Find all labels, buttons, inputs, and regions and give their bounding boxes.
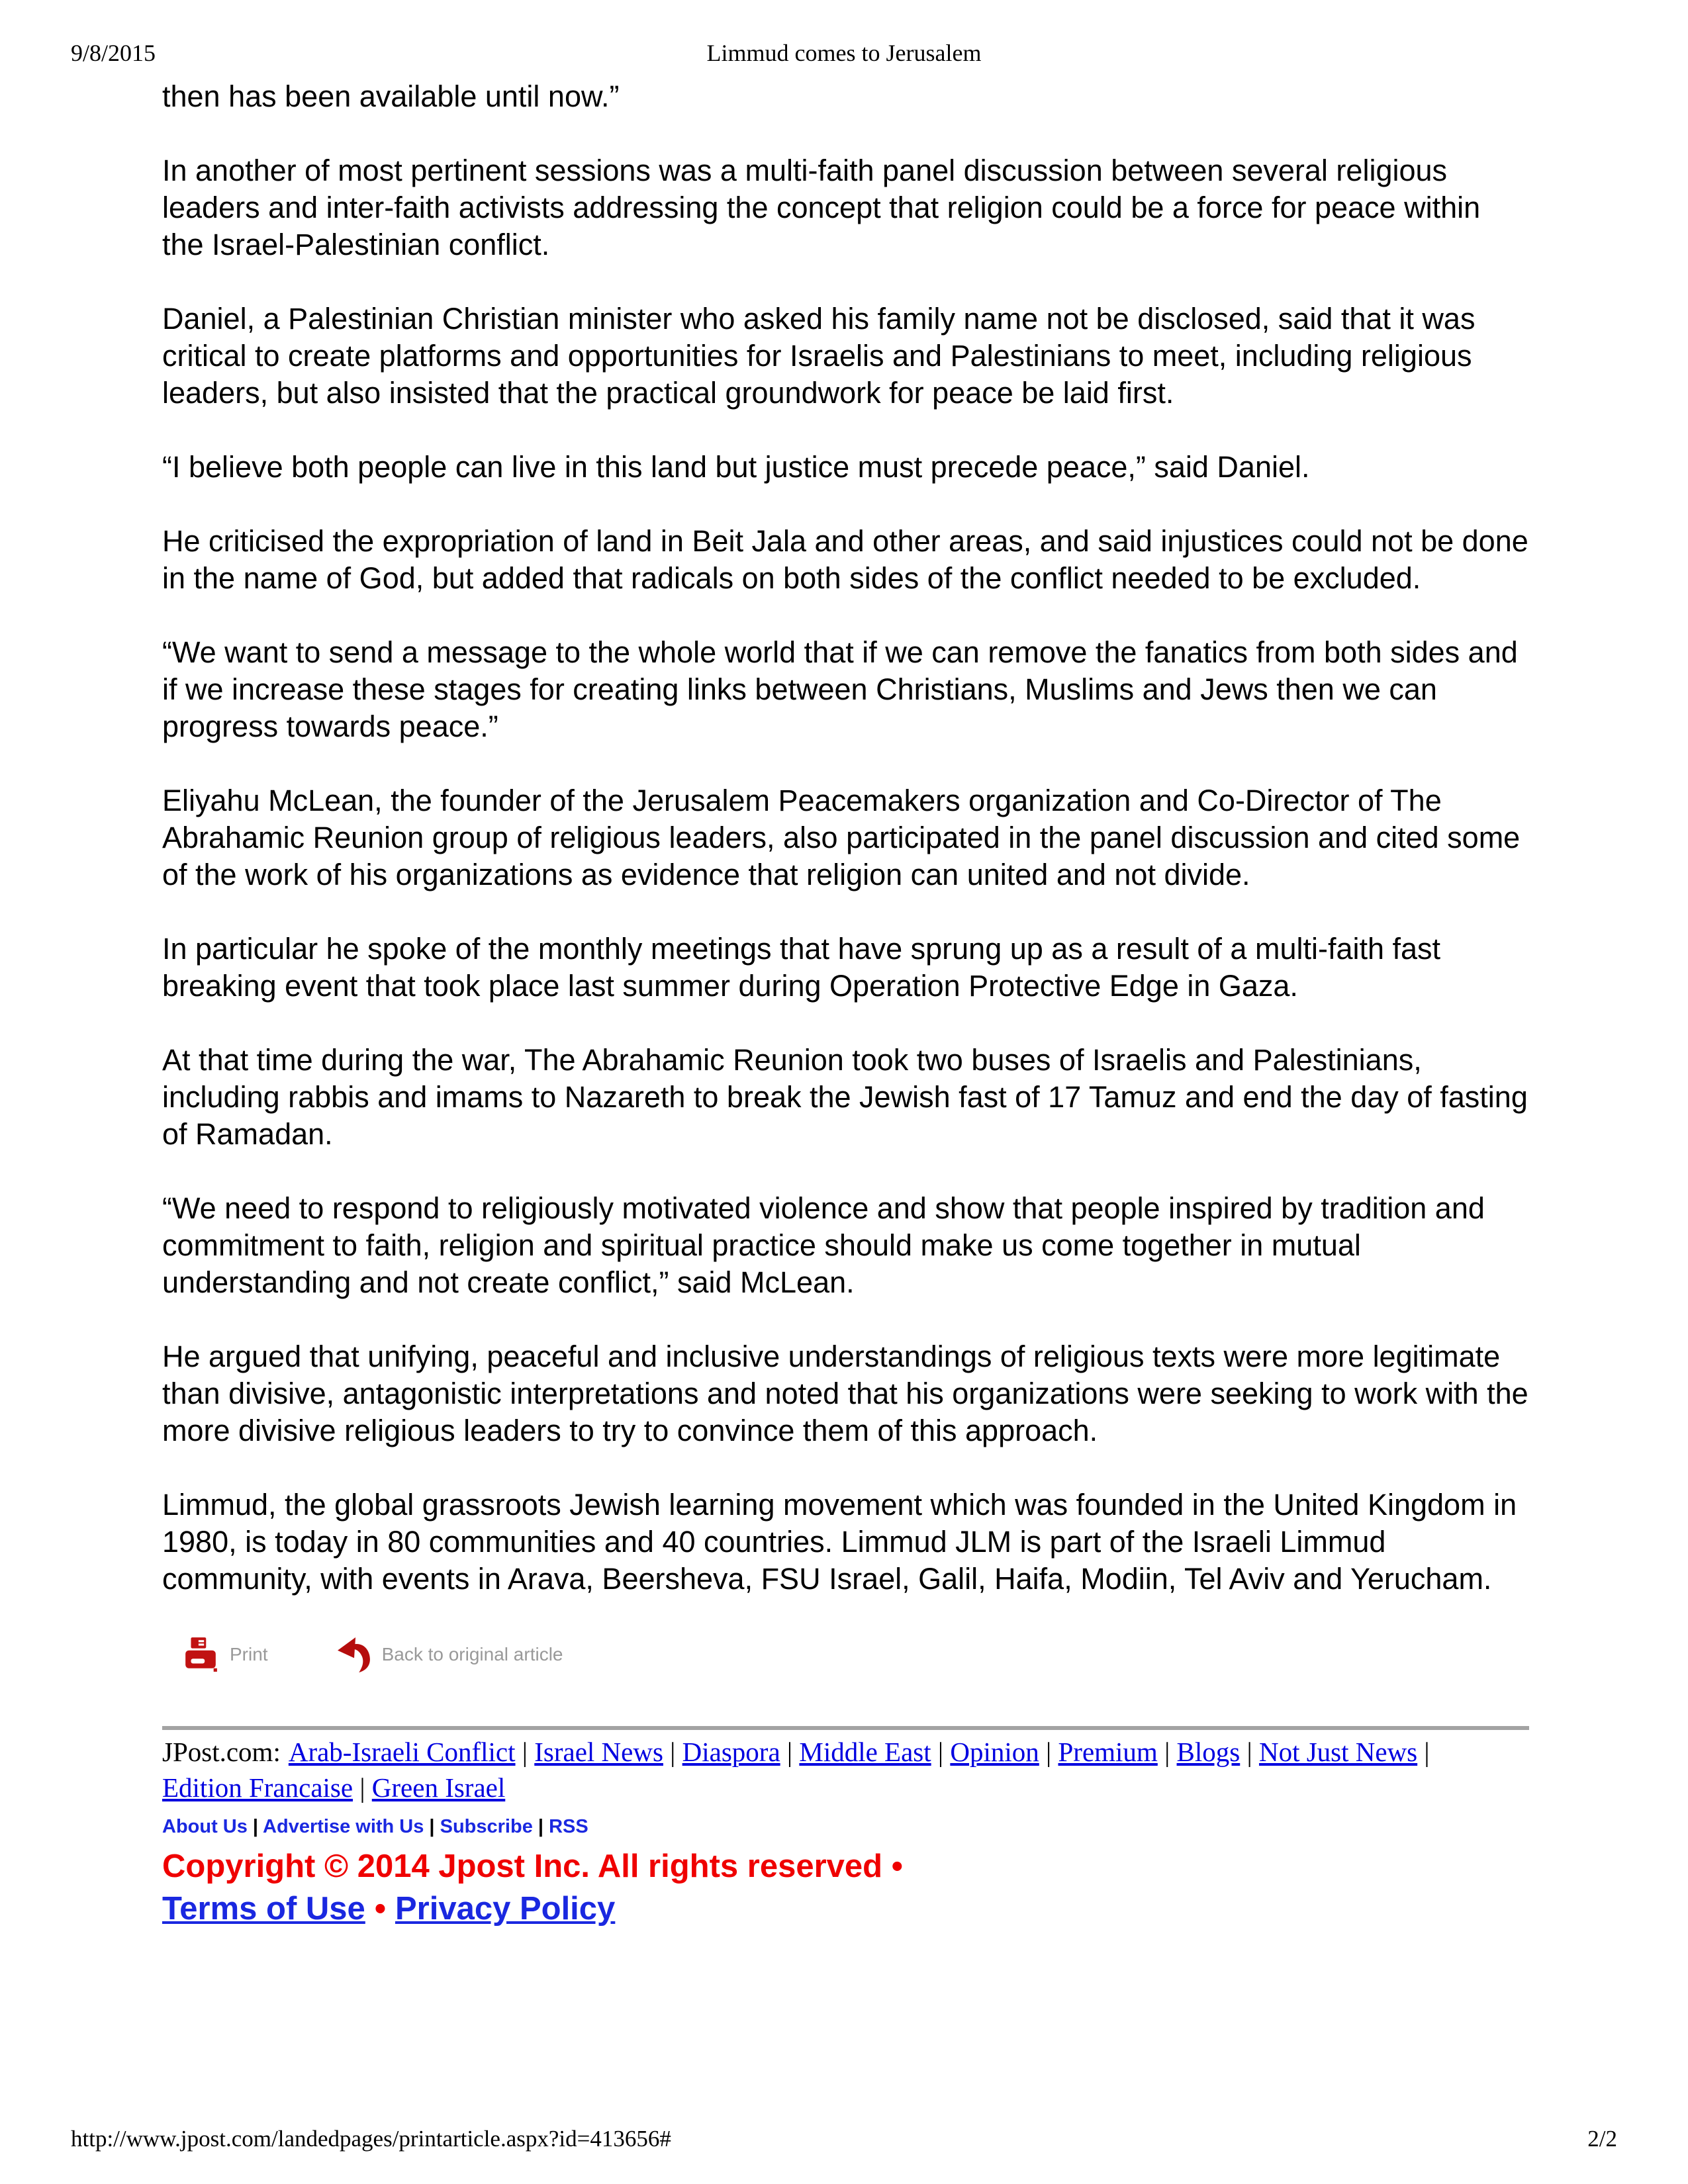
legal-links xyxy=(162,1889,1529,1928)
pipe-separator: | xyxy=(353,1772,372,1803)
about-us-link[interactable]: About Us xyxy=(162,1816,248,1837)
article-paragraph: Limmud, the global grassroots Jewish learning movement which was founded in the United Kingdom in 1980, is today in 80 communities and 40 countries. Limmud JLM is part of the Israeli Limmud community, with events in Arava, Beersheva, FSU Israel, Galil, Haifa, Modiin, Tel Aviv and Yerucham. xyxy=(162,1488,1517,1596)
back-to-article-button[interactable] xyxy=(337,1636,563,1673)
article-paragraph: In particular he spoke of the monthly meetings that have sprung up as a result of a multi-faith fast breaking event that took place last summer during Operation Protective Edge in Gaza. xyxy=(162,932,1441,1003)
arab-israeli-conflict-link[interactable]: Arab-Israeli Conflict xyxy=(288,1737,516,1767)
site-nav-line1 xyxy=(289,1737,1430,1767)
bullet-separator: • xyxy=(374,1891,386,1927)
back-label: Back to original article xyxy=(381,1644,563,1664)
site-nav-line2 xyxy=(162,1772,505,1803)
article-paragraph: He criticised the expropriation of land in Beit Jala and other areas, and said injustices could not be done in the name of God, but added that radicals on both sides of the conflict needed to be excluded. xyxy=(162,524,1528,595)
terms-of-use-link[interactable]: Terms of Use xyxy=(162,1891,365,1927)
premium-link[interactable]: Premium xyxy=(1058,1737,1158,1767)
article-paragraph: then has been available until now.” xyxy=(162,79,620,113)
print-label: Print xyxy=(230,1644,268,1664)
israel-news-link[interactable]: Israel News xyxy=(534,1737,663,1767)
diaspora-link[interactable]: Diaspora xyxy=(682,1737,780,1767)
blogs-link[interactable]: Blogs xyxy=(1176,1737,1241,1767)
advertise-with-us-link[interactable]: Advertise with Us xyxy=(263,1816,424,1837)
page-number: 2/2 xyxy=(1587,2126,1617,2152)
source-url: http://www.jpost.com/landedpages/printarticle.aspx?id=413656# xyxy=(71,2126,671,2152)
edition-francaise-link[interactable]: Edition Francaise xyxy=(162,1772,353,1803)
subscribe-link[interactable]: Subscribe xyxy=(440,1816,533,1837)
document-title: Limmud comes to Jerusalem xyxy=(706,40,982,66)
utility-nav xyxy=(162,1816,1529,1838)
print-button[interactable] xyxy=(182,1636,268,1673)
article-paragraph: Eliyahu McLean, the founder of the Jerusalem Peacemakers organization and Co-Director of The Abrahamic Reunion group of religious leaders, also participated in the panel discussion and cited some of the work of his organizations as evidence that religion can united and not divide. xyxy=(162,784,1521,891)
print-footer xyxy=(71,2124,1617,2154)
article-actions xyxy=(182,1636,1529,1673)
divider xyxy=(162,1726,1529,1730)
article-content xyxy=(162,78,1529,1928)
article-paragraph: At that time during the war, The Abrahamic Reunion took two buses of Israelis and Palestinians, including rabbis and imams to Nazareth to break the Jewish fast of 17 Tamuz and end the day of fasting of Ramadan. xyxy=(162,1043,1528,1151)
article-body xyxy=(162,78,1529,1598)
pipe-separator: | xyxy=(663,1737,682,1767)
middle-east-link[interactable]: Middle East xyxy=(799,1737,931,1767)
article-paragraph: “We want to send a message to the whole world that if we can remove the fanatics from both sides and if we increase these stages for creating links between Christians, Muslims and Jews then we can progress towards peace.” xyxy=(162,635,1518,743)
pipe-separator: | xyxy=(1157,1737,1177,1767)
printer-icon xyxy=(182,1636,219,1673)
pipe-separator: | xyxy=(1039,1737,1058,1767)
article-paragraph: In another of most pertinent sessions was a multi-faith panel discussion between several religious leaders and inter-faith activists addressing the concept that religion could be a force for peace within the Israel-Palestinian conflict. xyxy=(162,154,1481,261)
pipe-separator: | xyxy=(532,1816,549,1837)
article-paragraph: “We need to respond to religiously motivated violence and show that people inspired by tradition and commitment to faith, religion and spiritual practice should make us come together in mutual understanding and not create conflict,” said McLean. xyxy=(162,1191,1485,1299)
privacy-policy-link[interactable]: Privacy Policy xyxy=(395,1891,616,1927)
pipe-separator: | xyxy=(780,1737,800,1767)
pipe-separator: | xyxy=(1417,1737,1430,1767)
print-header xyxy=(71,38,1617,68)
pipe-separator: | xyxy=(424,1816,440,1837)
pipe-separator: | xyxy=(931,1737,951,1767)
pipe-separator: | xyxy=(1240,1737,1259,1767)
not-just-news-link[interactable]: Not Just News xyxy=(1258,1737,1418,1767)
back-arrow-icon xyxy=(337,1636,371,1673)
article-paragraph: Daniel, a Palestinian Christian minister who asked his family name not be disclosed, said that it was critical to create platforms and opportunities for Israelis and Palestinians to meet, including religious leaders, but also insisted that the practical groundwork for peace be laid first. xyxy=(162,302,1476,410)
opinion-link[interactable]: Opinion xyxy=(950,1737,1039,1767)
pipe-separator: | xyxy=(247,1816,263,1837)
article-paragraph: He argued that unifying, peaceful and inclusive understandings of religious texts were more legitimate than divisive, antagonistic interpretations and noted that his organizations were seeking to work with the more divisive religious leaders to try to convince them of this approach. xyxy=(162,1340,1528,1447)
pipe-separator: | xyxy=(515,1737,535,1767)
rss-link[interactable]: RSS xyxy=(549,1816,588,1837)
print-date: 9/8/2015 xyxy=(71,40,156,66)
site-nav xyxy=(162,1734,1529,1805)
green-israel-link[interactable]: Green Israel xyxy=(371,1772,506,1803)
site-nav-prefix: JPost.com: xyxy=(162,1737,281,1767)
copyright-notice: Copyright © 2014 Jpost Inc. All rights reserved • xyxy=(162,1848,903,1884)
article-paragraph: “I believe both people can live in this land but justice must precede peace,” said Daniel. xyxy=(162,450,1310,484)
